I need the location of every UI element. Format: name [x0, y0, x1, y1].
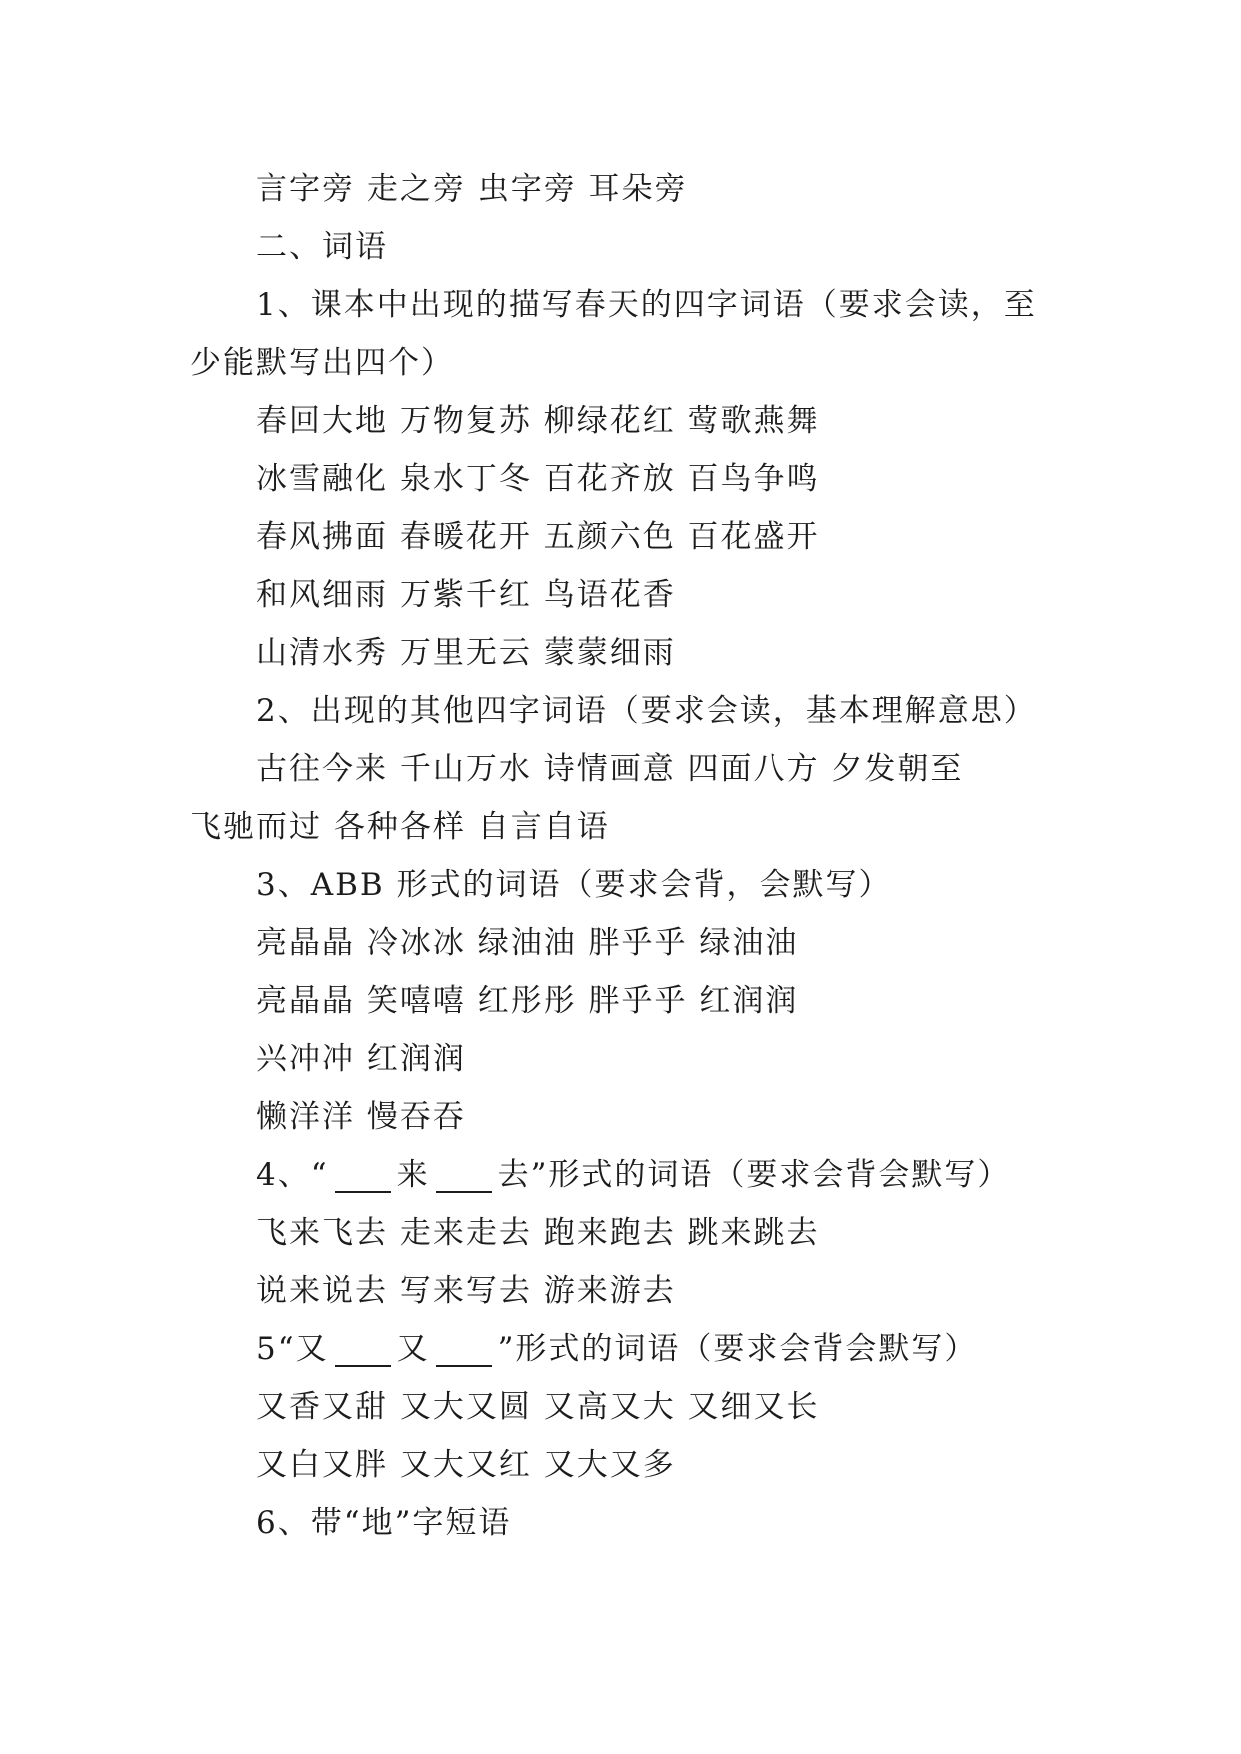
other-words-row-1: 古往今来 千山万水 诗情画意 四面八方 夕发朝至 [256, 751, 964, 787]
spring-words-row-2: 冰雪融化 泉水丁冬 百花齐放 百鸟争鸣 [256, 461, 820, 497]
item-4-mid: 来 [396, 1157, 430, 1193]
radicals-line: 言字旁 走之旁 虫字旁 耳朵旁 [256, 171, 688, 207]
you-you-words-row-2: 又白又胖 又大又红 又大又多 [256, 1447, 676, 1483]
item-4-suffix: 去”形式的词语（要求会背会默写） [497, 1157, 1011, 1193]
item-2-heading: 2、出现的其他四字词语（要求会读，基本理解意思） [256, 693, 1037, 729]
abb-words-row-4: 懒洋洋 慢吞吞 [256, 1099, 466, 1135]
item-3-heading: 3、ABB 形式的词语（要求会背，会默写） [256, 867, 892, 903]
fill-blank [436, 1161, 492, 1193]
you-you-words-row-1: 又香又甜 又大又圆 又高又大 又细又长 [256, 1389, 820, 1425]
lai-qu-words-row-1: 飞来飞去 走来走去 跑来跑去 跳来跳去 [256, 1215, 820, 1251]
item-1-heading-continued: 少能默写出四个） [190, 345, 454, 381]
item-4-prefix: 4、“ [256, 1157, 329, 1193]
other-words-row-2: 飞驰而过 各种各样 自言自语 [190, 809, 610, 845]
document-body [190, 160, 1060, 1552]
spring-words-row-1: 春回大地 万物复苏 柳绿花红 莺歌燕舞 [256, 403, 820, 439]
abb-words-row-1: 亮晶晶 冷冰冰 绿油油 胖乎乎 绿油油 [256, 925, 799, 961]
spring-words-row-4: 和风细雨 万紫千红 鸟语花香 [256, 577, 676, 613]
spring-words-row-3: 春风拂面 春暖花开 五颜六色 百花盛开 [256, 519, 820, 555]
section-heading-words: 二、词语 [256, 229, 388, 265]
item-5-mid: 又 [396, 1331, 430, 1367]
abb-words-row-2: 亮晶晶 笑嘻嘻 红彤彤 胖乎乎 红润润 [256, 983, 799, 1019]
item-6-heading: 6、带“地”字短语 [256, 1505, 512, 1541]
item-4-heading [190, 1146, 1060, 1204]
abb-words-row-3: 兴冲冲 红润润 [256, 1041, 466, 1077]
item-1-heading: 1、课本中出现的描写春天的四字词语（要求会读，至 [256, 287, 1037, 323]
item-5-suffix: ”形式的词语（要求会背会默写） [497, 1331, 978, 1367]
fill-blank [436, 1335, 492, 1367]
item-5-heading [190, 1320, 1060, 1378]
fill-blank [335, 1161, 391, 1193]
lai-qu-words-row-2: 说来说去 写来写去 游来游去 [256, 1273, 676, 1309]
fill-blank [335, 1335, 391, 1367]
spring-words-row-5: 山清水秀 万里无云 蒙蒙细雨 [256, 635, 676, 671]
item-5-prefix: 5“又 [256, 1331, 329, 1367]
